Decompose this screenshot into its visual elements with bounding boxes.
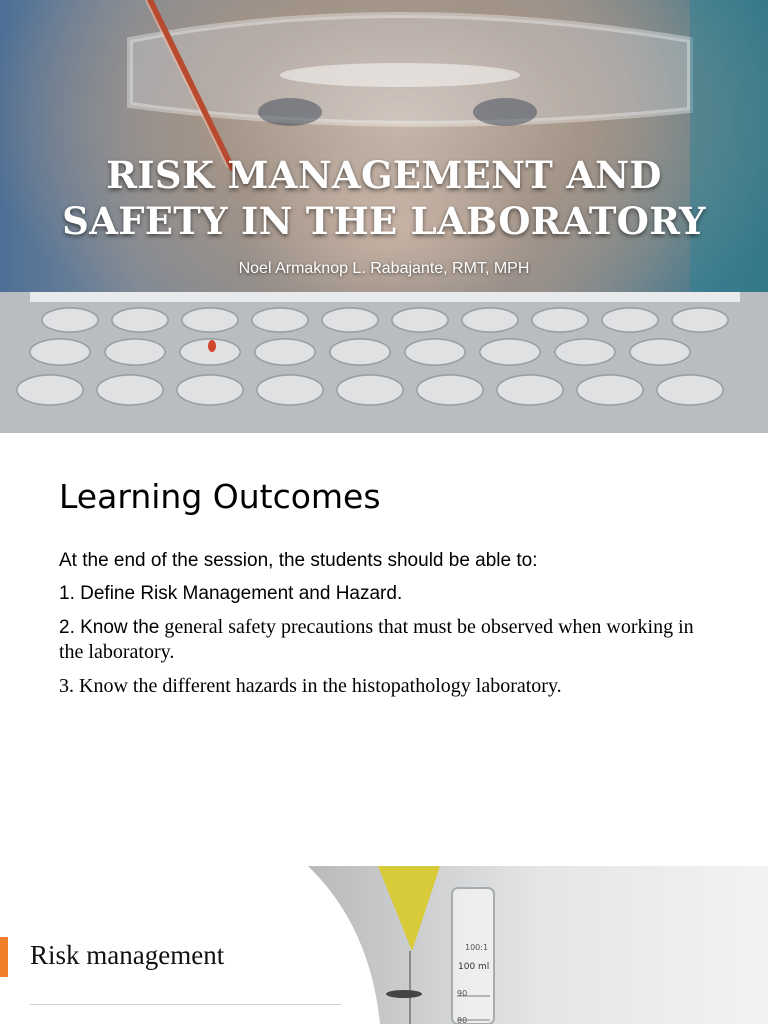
slide-title: Learning Outcomes xyxy=(59,477,381,516)
learning-outcomes-slide xyxy=(0,433,768,866)
graduated-cylinder xyxy=(452,888,494,1024)
cylinder-label-ratio: 100:1 xyxy=(465,943,489,952)
red-sample-drop xyxy=(208,340,216,352)
outcomes-intro: At the end of the session, the students should be able to: xyxy=(59,550,538,571)
cylinder-label-volume: 100 ml xyxy=(458,962,490,972)
outcomes-list xyxy=(59,549,699,707)
outcome-item-3: 3. Know the different hazards in the histopathology laboratory. xyxy=(59,675,562,697)
title-line-1: RISK MANAGEMENT AND xyxy=(106,153,662,197)
teal-bottle-blur xyxy=(690,0,768,300)
risk-management-slide xyxy=(0,866,768,1024)
cylinder-tick-90: 90 xyxy=(457,989,468,998)
outcome-item-1: 1. Define Risk Management and Hazard. xyxy=(59,583,403,604)
author-name: Noel Armaknop L. Rabajante, RMT, MPH xyxy=(238,260,530,277)
outcome-item-2 xyxy=(59,615,699,665)
presentation-title xyxy=(0,152,768,244)
left-eye xyxy=(258,98,322,126)
outcome-item-2-lead: 2. Know the xyxy=(59,617,160,638)
title-line-2: SAFETY IN THE LABORATORY xyxy=(62,199,706,243)
goggle-reflection xyxy=(280,63,520,87)
outcome-item-2-rest: general safety precautions that must be observed when working in the laboratory. xyxy=(59,616,694,663)
title-slide xyxy=(0,0,768,433)
title-divider xyxy=(30,1004,341,1005)
slide-title: Risk management xyxy=(30,940,225,970)
accent-bar xyxy=(0,937,8,977)
right-eye xyxy=(473,98,537,126)
photo-panel xyxy=(308,866,768,1024)
cylinder-tick-80: 80 xyxy=(457,1016,468,1024)
